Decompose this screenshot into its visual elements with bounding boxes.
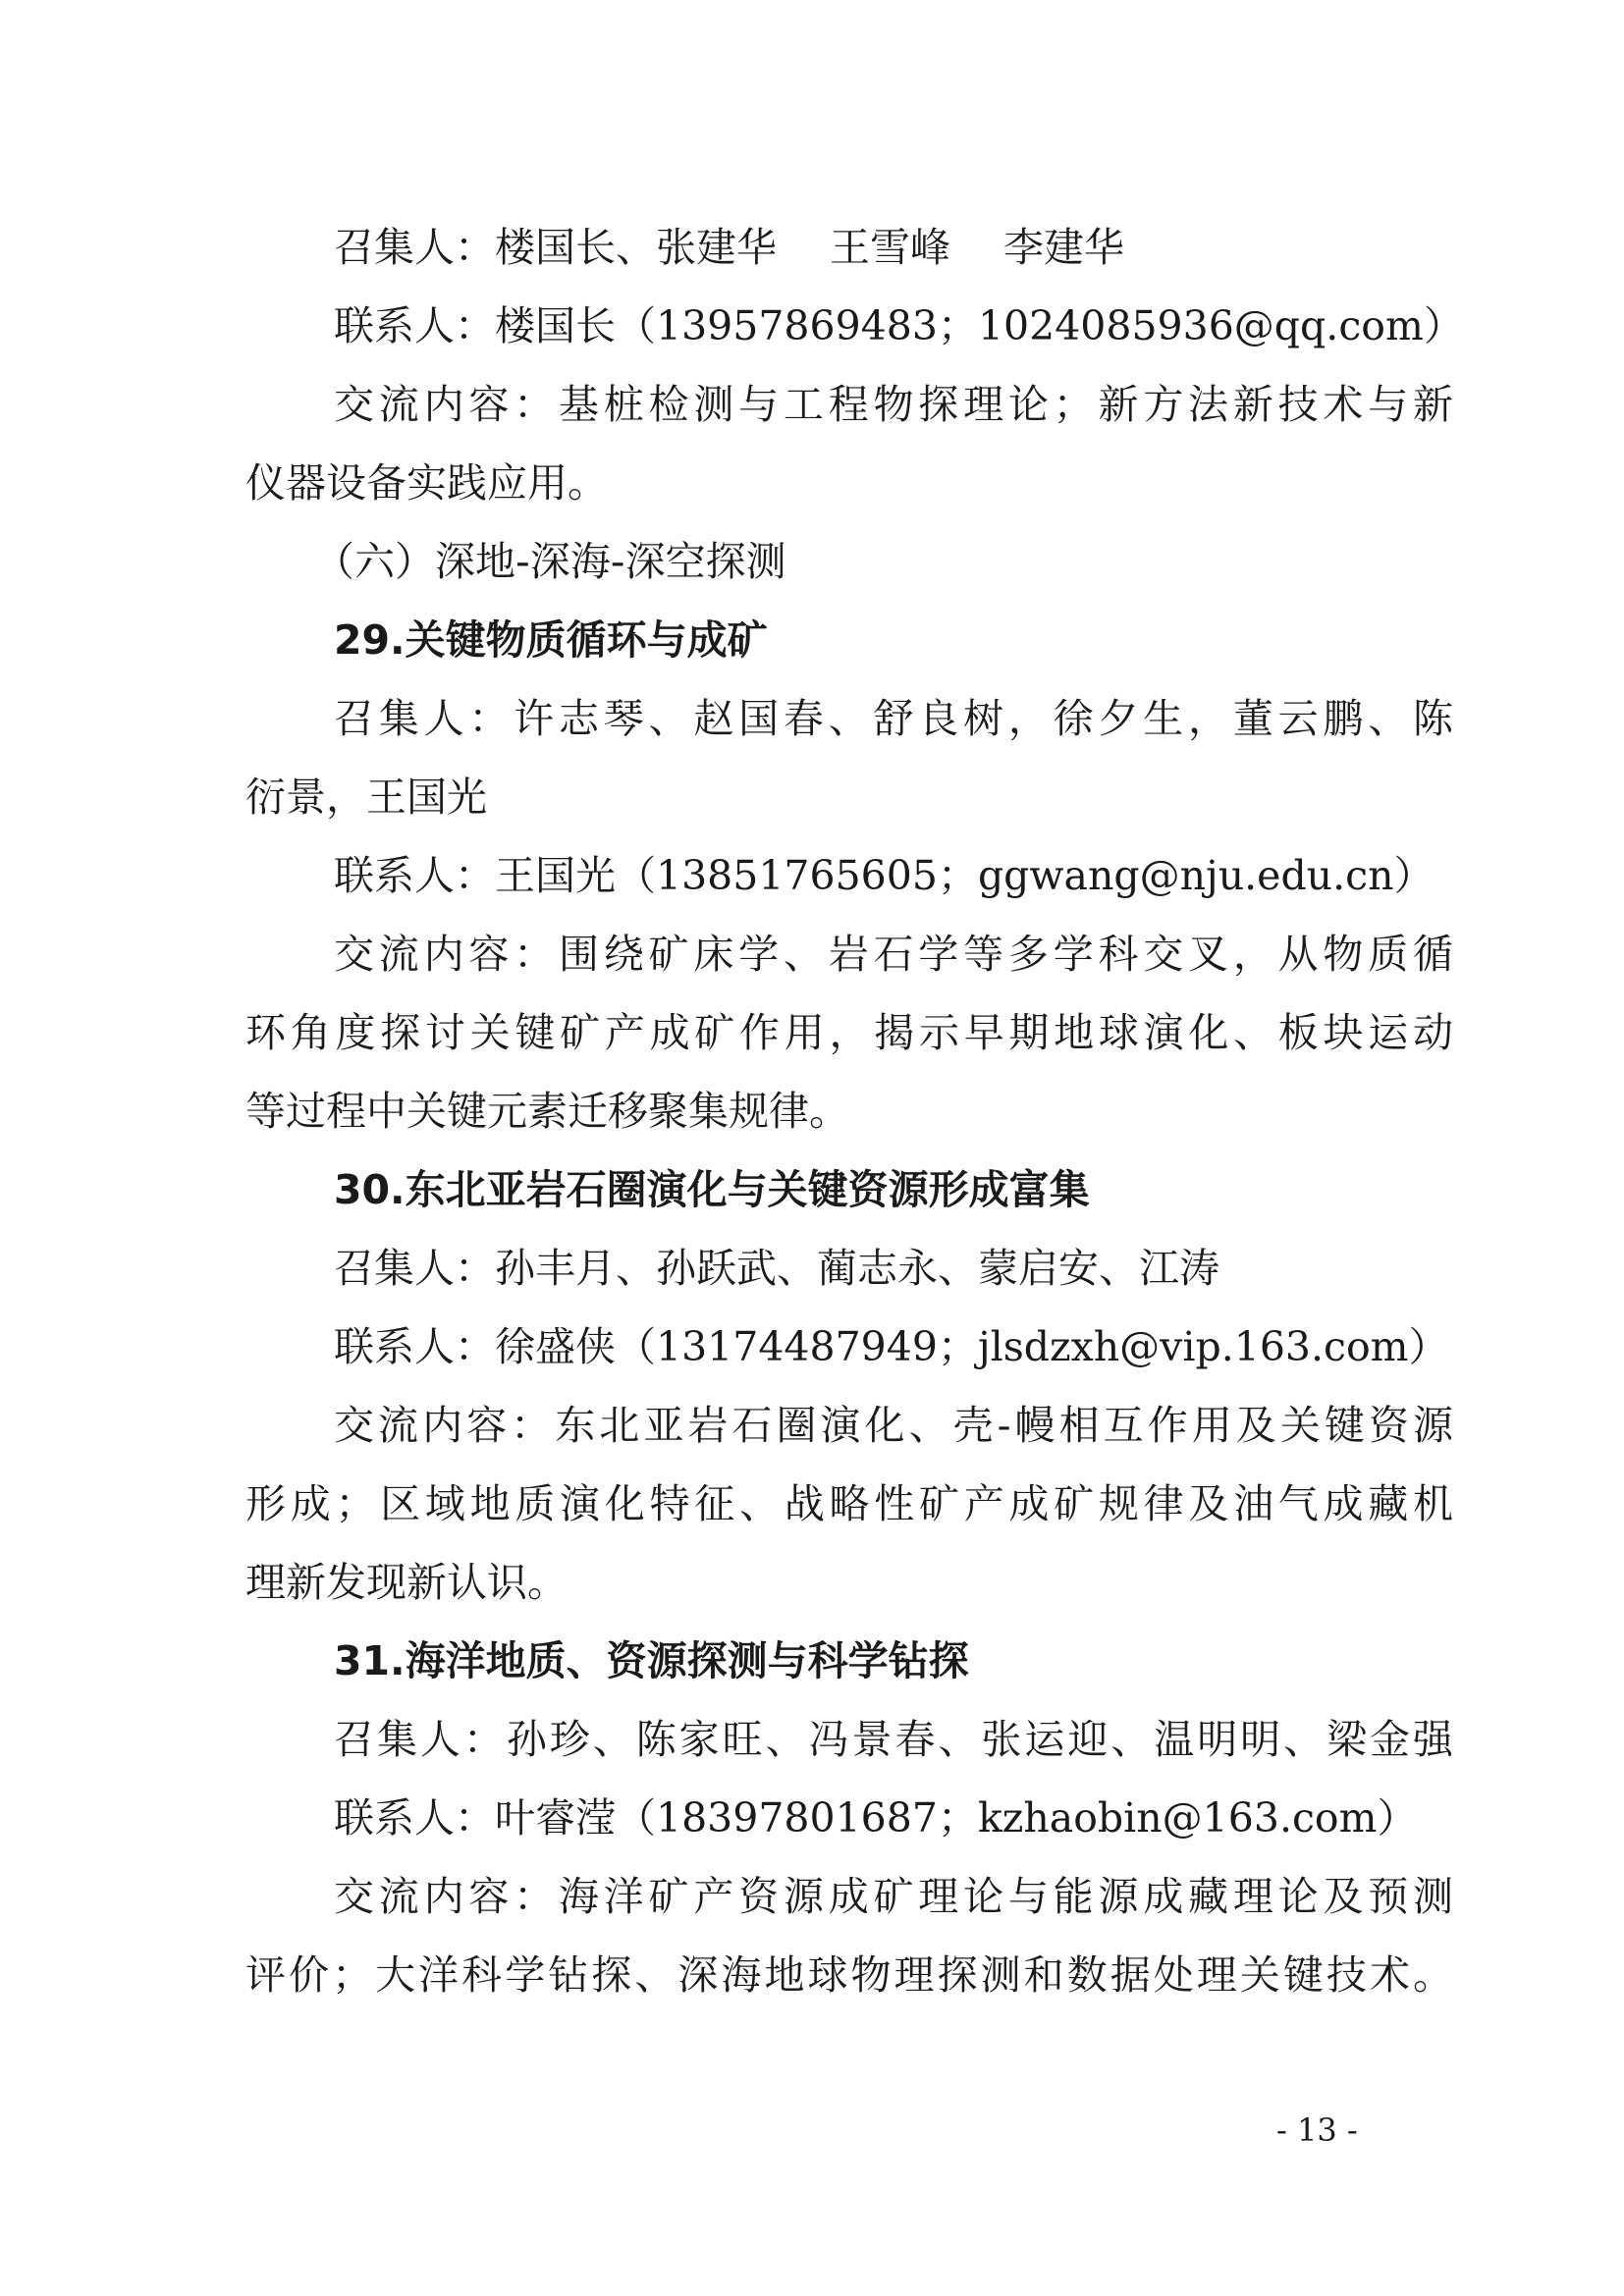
- topic-title-30: 30.东北亚岩石圈演化与关键资源形成富集: [334, 1166, 1090, 1213]
- convener-extra-2: 李建华: [1003, 224, 1124, 271]
- content-line-30-2: 形成；区域地质演化特征、战略性矿产成矿规律及油气成藏机: [245, 1480, 1453, 1527]
- convener-line-31: 召集人：孙珍、陈家旺、冯景春、张运迎、温明明、梁金强: [334, 1716, 1453, 1763]
- section-heading-six: （六）深地-深海-深空探测: [314, 538, 786, 585]
- contact-line-28: 联系人：楼国长（13957869483；1024085936@qq.com）: [334, 302, 1464, 349]
- convener-extra-1: 王雪峰: [830, 224, 950, 271]
- content-line-30-3: 理新发现新认识。: [245, 1559, 568, 1606]
- page-number: - 13 -: [1276, 2111, 1358, 2149]
- contact-line-31: 联系人：叶睿滢（18397801687；kzhaobin@163.com）: [334, 1794, 1418, 1842]
- content-line-28-2: 仪器设备实践应用。: [245, 459, 608, 507]
- content-line-31-1: 交流内容：海洋矿产资源成矿理论与能源成藏理论及预测: [334, 1873, 1453, 1920]
- content-line-29-3: 等过程中关键元素迁移聚集规律。: [245, 1088, 849, 1135]
- contact-line-30: 联系人：徐盛侠（13174487949；jlsdzxh@vip.163.com）: [334, 1323, 1449, 1370]
- content-line-28-1: 交流内容：基桩检测与工程物探理论；新方法新技术与新: [334, 381, 1453, 428]
- content-line-31-2: 评价；大洋科学钻探、深海地球物理探测和数据处理关键技术。: [245, 1951, 1453, 1999]
- convener-line-29-2: 衍景，王国光: [245, 774, 487, 821]
- convener-names: 楼国长、张建华: [495, 224, 777, 271]
- convener-line-29-1: 召集人：许志琴、赵国春、舒良树，徐夕生，董云鹏、陈: [334, 695, 1453, 742]
- content-line-30-1: 交流内容：东北亚岩石圈演化、壳-幔相互作用及关键资源: [334, 1402, 1453, 1449]
- contact-line-29: 联系人：王国光（13851765605；ggwang@nju.edu.cn）: [334, 852, 1435, 899]
- convener-label: 召集人：: [334, 224, 495, 271]
- topic-title-31: 31.海洋地质、资源探测与科学钻探: [334, 1637, 969, 1684]
- convener-line-30: 召集人：孙丰月、孙跃武、蔺志永、蒙启安、江涛: [334, 1245, 1219, 1292]
- content-line-29-2: 环角度探讨关键矿产成矿作用，揭示早期地球演化、板块运动: [245, 1009, 1453, 1056]
- content-line-29-1: 交流内容：围绕矿床学、岩石学等多学科交叉，从物质循: [334, 931, 1453, 978]
- convener-line-28: [334, 218, 1124, 277]
- topic-title-29: 29.关键物质循环与成矿: [334, 616, 768, 664]
